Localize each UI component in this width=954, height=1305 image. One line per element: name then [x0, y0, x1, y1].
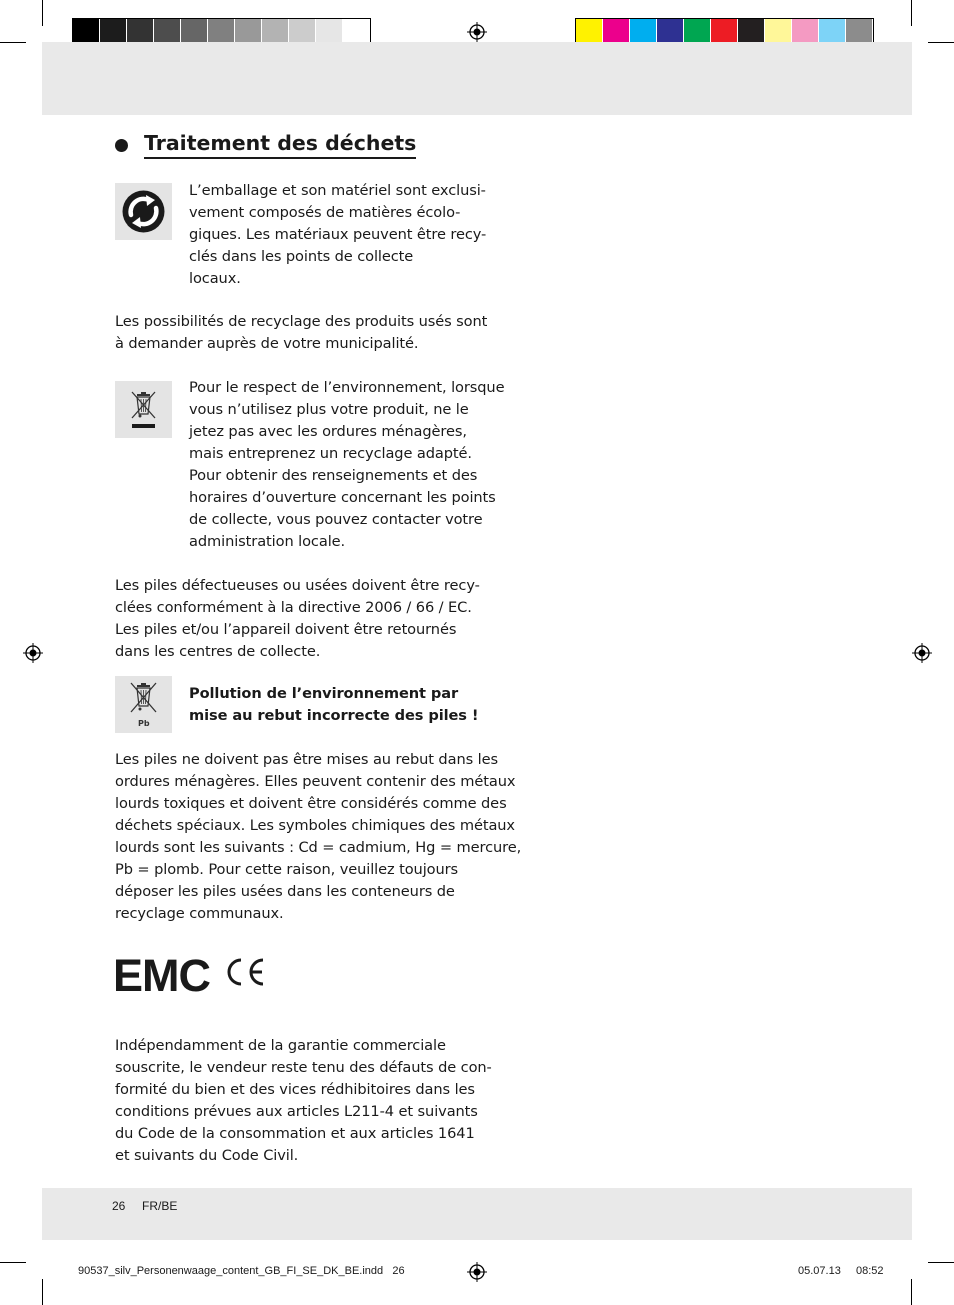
crop-mark [0, 1262, 26, 1263]
emc-mark: EMC [113, 950, 210, 1001]
green-dot-recycling-icon [115, 183, 172, 240]
text-line: L’emballage et son matériel sont exclusi- [189, 182, 486, 199]
text-line: horaires d’ouverture concernant les points [189, 489, 496, 506]
registration-mark-icon [23, 643, 43, 663]
crop-mark [928, 42, 954, 43]
text-line: souscrite, le vendeur reste tenu des défauts de con- [115, 1059, 492, 1076]
batteries-paragraph [115, 575, 480, 663]
text-line: Indépendamment de la garantie commerciale [115, 1037, 446, 1054]
header-band [42, 42, 912, 115]
pollution-warning [189, 683, 489, 727]
registration-mark-icon [467, 22, 487, 42]
battery-icon-box [115, 676, 172, 733]
text-line: Pour le respect de l’environnement, lorsque [189, 379, 505, 396]
locale-code: FR/BE [142, 1199, 178, 1213]
heavy-metals-paragraph [115, 749, 522, 925]
text-line: du Code de la consommation et aux articles 1641 [115, 1125, 475, 1142]
crop-mark [42, 0, 43, 26]
text-line: recyclage communaux. [115, 905, 284, 922]
battery-icon-label: Pb [138, 719, 150, 728]
text-line: à demander auprès de votre municipalité. [115, 335, 419, 352]
warranty-paragraph [115, 1035, 492, 1167]
text-line: et suivants du Code Civil. [115, 1147, 299, 1164]
text-line: clées conformément à la directive 2006 / 66 / EC. [115, 599, 472, 616]
text-line: lourds sont les suivants : Cd = cadmium, Hg = mercure, [115, 839, 522, 856]
crop-mark [928, 1262, 954, 1263]
packaging-paragraph [189, 180, 487, 290]
text-line: conditions prévues aux articles L211-4 et suivants [115, 1103, 478, 1120]
text-line: ordures ménagères. Elles peuvent contenir des métaux [115, 773, 516, 790]
text-line: clés dans les points de collecte [189, 248, 414, 265]
text-line: mais entreprenez un recyclage adapté. [189, 445, 472, 462]
text-line: jetez pas avec les ordures ménagères, [189, 423, 467, 440]
bullet-icon [115, 139, 128, 152]
text-line: Pb = plomb. Pour cette raison, veuillez toujours [115, 861, 459, 878]
text-line: Pour obtenir des renseignements et des [189, 467, 478, 484]
footer-band [42, 1188, 912, 1240]
text-line: de collecte, vous pouvez contacter votre [189, 511, 483, 528]
crop-mark [0, 42, 26, 43]
text-line: Les piles défectueuses ou usées doivent être recy- [115, 577, 480, 594]
recycling-paragraph [115, 311, 488, 355]
text-line: déposer les piles usées dans les conteneurs de [115, 883, 455, 900]
text-line: giques. Les matériaux peuvent être recy- [189, 226, 487, 243]
text-line: Les piles ne doivent pas être mises au rebut dans les [115, 751, 498, 768]
section-title: Traitement des déchets [144, 131, 416, 159]
registration-mark-icon [467, 1262, 487, 1282]
text-line: dans les centres de collecte. [115, 643, 321, 660]
recycling-icon-box [115, 183, 172, 240]
text-line: administration locale. [189, 533, 346, 550]
text-line: Les piles et/ou l’appareil doivent être retournés [115, 621, 457, 638]
text-line: déchets spéciaux. Les symboles chimiques des métaux [115, 817, 515, 834]
text-line: locaux. [189, 270, 241, 287]
text-line: formité du bien et des vices rédhibitoires dans les [115, 1081, 475, 1098]
crop-mark [911, 1279, 912, 1305]
text-line: vous n’utilisez plus votre produit, ne le [189, 401, 469, 418]
text-line: Pollution de l’environnement par [189, 685, 459, 702]
crossed-out-bin-icon [115, 381, 172, 438]
weee-icon-box [115, 381, 172, 438]
ce-mark-icon [222, 957, 266, 987]
crop-mark [911, 0, 912, 26]
slug-filename: 90537_silv_Personenwaage_content_GB_FI_SE_DK_BE.indd 26 [78, 1265, 405, 1277]
text-line: lourds toxiques et doivent être considérés comme des [115, 795, 507, 812]
slug-date: 05.07.13 [798, 1265, 841, 1277]
section-heading [115, 131, 416, 159]
slug-time: 08:52 [856, 1265, 884, 1277]
text-line: Les possibilités de recyclage des produits usés sont [115, 313, 488, 330]
environment-paragraph [189, 377, 505, 553]
crop-mark [42, 1279, 43, 1305]
text-line: vement composés de matières écolo- [189, 204, 461, 221]
page-number: 26 [112, 1199, 126, 1213]
text-line: mise au rebut incorrecte des piles ! [189, 707, 479, 724]
registration-mark-icon [912, 643, 932, 663]
